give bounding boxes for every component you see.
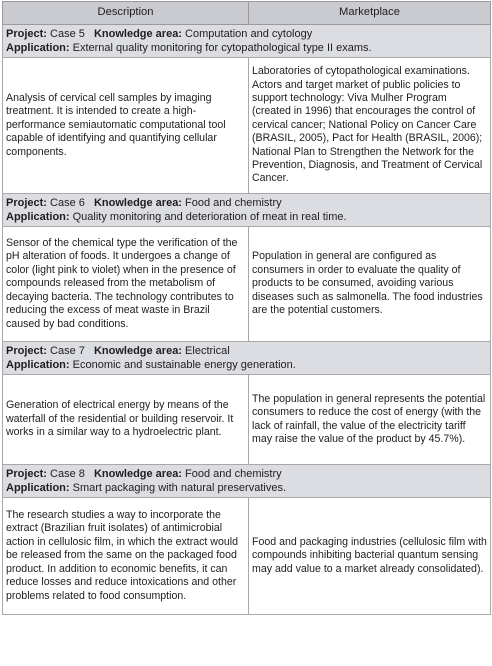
marketplace-cell: Population in general are configured as consumers in order to evaluate the quality of products to be consumed, avoiding various diseases such as salmonella. The food industries are the potential customers.: [249, 227, 491, 342]
application-label: Application:: [6, 482, 70, 494]
case-header-row: [3, 194, 491, 227]
project-label: Project:: [6, 468, 47, 480]
knowledge-area-value: Computation and cytology: [185, 28, 313, 40]
case-header-cell: [3, 342, 491, 375]
project-value: Case 8: [50, 468, 85, 480]
knowledge-area-label: Knowledge area:: [93, 345, 182, 357]
project-label: Project:: [6, 28, 47, 40]
application-value: Quality monitoring and deterioration of meat in real time.: [72, 211, 347, 223]
knowledge-area-value: Electrical: [185, 345, 230, 357]
project-value: Case 6: [50, 197, 85, 209]
application-label: Application:: [6, 359, 70, 371]
case-header-cell: [3, 25, 491, 58]
case-header-row: [3, 342, 491, 375]
case-header-row: [3, 25, 491, 58]
application-label: Application:: [6, 211, 70, 223]
application-value: Economic and sustainable energy generation.: [72, 359, 296, 371]
header-marketplace: Marketplace: [249, 2, 491, 25]
knowledge-area-value: Food and chemistry: [185, 197, 282, 209]
case-content-row: [3, 375, 491, 465]
description-cell: Generation of electrical energy by means of the waterfall of the residential or building reservoir. It works in a similar way to a hydroelectric plant.: [3, 375, 249, 465]
case-header-cell: [3, 465, 491, 498]
marketplace-cell: Food and packaging industries (cellulosic film with compounds inhibiting bacterial quantum sensing may add value to a market already consolidated).: [249, 498, 491, 615]
knowledge-area-label: Knowledge area:: [93, 197, 182, 209]
case-content-row: [3, 227, 491, 342]
project-label: Project:: [6, 197, 47, 209]
cases-table: [2, 1, 491, 615]
application-value: Smart packaging with natural preservatives.: [72, 482, 287, 494]
marketplace-cell: Laboratories of cytopathological examinations. Actors and target market of public policies to support technology: Viva Mulher Program (created in 1996) that encourages the control of cervical cancer; National Policy on Cancer Care (BRASIL, 2005), Pact for Health (BRASIL, 2006); National Plan to Strengthen the Network for the Prevention, Diagnosis, and Treatment of Cervical Cancer.: [249, 58, 491, 194]
case-header-row: [3, 465, 491, 498]
description-cell: Sensor of the chemical type the verification of the pH alteration of foods. It undergoes a change of color (light pink to violet) when in the presence of compounds released from the metabolism of decaying bacteria. The technology contributes to reducing the excess of meat waste in Brazil caused by bad conditions.: [3, 227, 249, 342]
project-value: Case 5: [50, 28, 85, 40]
knowledge-area-label: Knowledge area:: [93, 28, 182, 40]
knowledge-area-label: Knowledge area:: [93, 468, 182, 480]
application-value: External quality monitoring for cytopathological type II exams.: [72, 42, 372, 54]
case-content-row: [3, 498, 491, 615]
case-content-row: [3, 58, 491, 194]
marketplace-cell: The population in general represents the potential consumers to reduce the cost of energy (with the lack of rainfall, the value of the electricity tariff may raise the value of the product by 45.7%).: [249, 375, 491, 465]
case-header-cell: [3, 194, 491, 227]
project-label: Project:: [6, 345, 47, 357]
table-header-row: [3, 2, 491, 25]
description-cell: Analysis of cervical cell samples by imaging treatment. It is intended to create a high-performance semiautomatic computational tool capable of identifying and quantifying cellular components.: [3, 58, 249, 194]
knowledge-area-value: Food and chemistry: [185, 468, 282, 480]
application-label: Application:: [6, 42, 70, 54]
project-value: Case 7: [50, 345, 85, 357]
header-description: Description: [3, 2, 249, 25]
description-cell: The research studies a way to incorporate the extract (Brazilian fruit isolates) of antimicrobial action in cellulosic film, in which the extract would be released from the same on the packaged food product. In addition to economic benefits, it can reduce losses and reduce intoxications and other problems related to food consumption.: [3, 498, 249, 615]
